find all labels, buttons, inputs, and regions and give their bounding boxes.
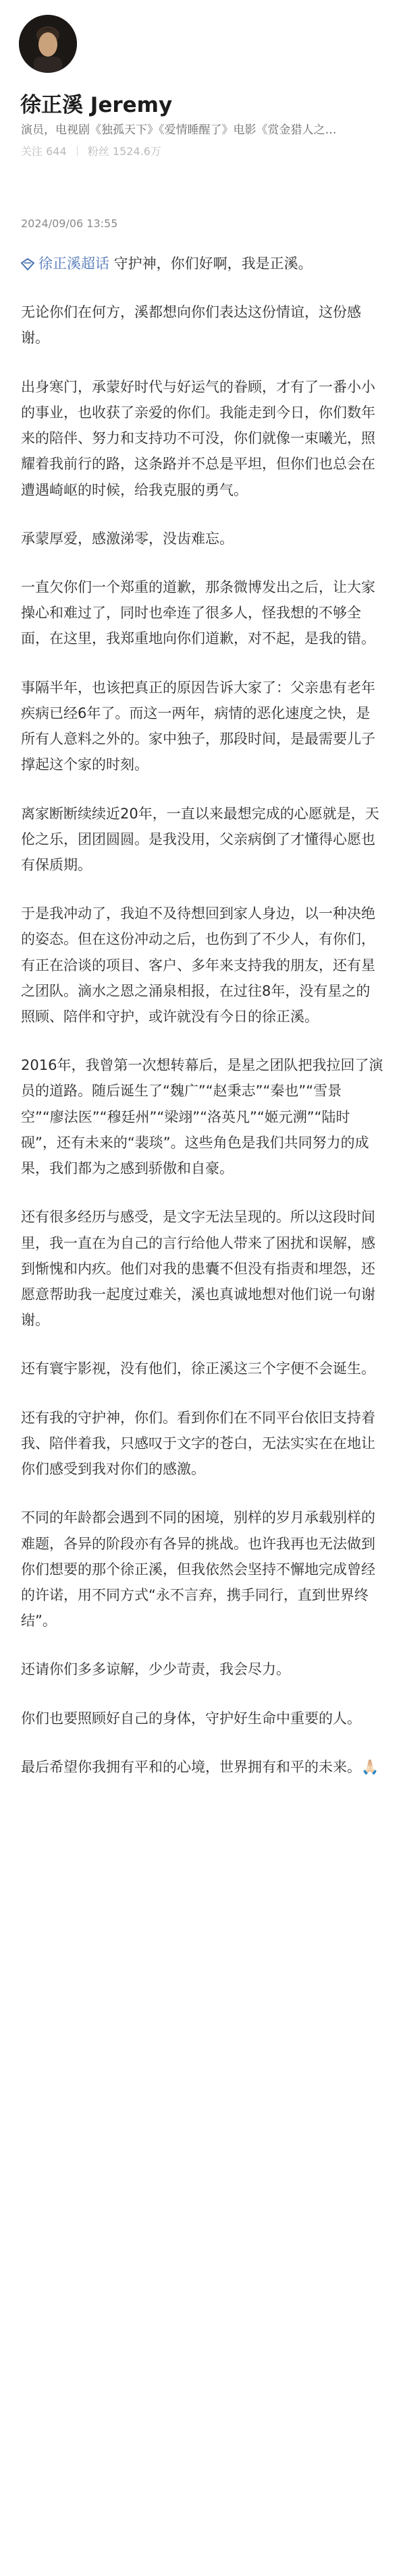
super-topic-icon: [21, 258, 34, 270]
profile-header: [0, 0, 405, 169]
post-timestamp: 2024/09/06 13:55: [21, 217, 118, 230]
topic-link[interactable]: [21, 256, 109, 272]
profile-stats: [21, 143, 161, 158]
post-body: [21, 251, 384, 1803]
post-paragraph: 最后希望你我拥有平和的心境，世界拥有和平的未来。🙏🏻: [21, 1758, 379, 1775]
post-paragraph: 于是我冲动了，我迫不及待想回到家人身边，以一种决绝的姿态。但在这份冲动之后，也伤到了不少人，有你们，有正在洽谈的项目、客户、多年来支持我的朋友，还有星之团队。滴水之恩之涌泉相报，在过往8年，没有星之的照顾、陪伴和守护，或许就没有今日的徐正溪。: [21, 905, 375, 1025]
post-paragraph: 离家断断续续近20年，一直以来最想完成的心愿就是，天伦之乐，团团圆圆。是我没用，父亲病倒了才懂得心愿也有保质期。: [21, 805, 379, 873]
following-count[interactable]: 关注 644: [21, 145, 67, 158]
post-paragraph: 守护神，你们好啊，我是正溪。: [109, 256, 313, 272]
post-paragraph: 你们也要照顾好自己的身体，守护好生命中重要的人。: [21, 1710, 361, 1727]
stats-divider: [77, 146, 78, 156]
post-paragraph: 出身寒门，承蒙好时代与好运气的眷顾，才有了一番小小的事业，也收获了亲爱的你们。我能走到今日，你们数年来的陪伴、努力和支持功不可没，你们就像一束曦光，照耀着我前行的路，这条路并不总是平坦，但你们也总会在遭遇崎岖的时候，给我克服的勇气。: [21, 378, 375, 498]
post-first-line: [21, 251, 384, 276]
post-paragraph: 还有我的守护神，你们。看到你们在不同平台依旧支持着我、陪伴着我，只感叹于文字的苍白，无法实实在在地让你们感受到我对你们的感激。: [21, 1409, 375, 1478]
post-paragraph: 还有寰宇影视，没有他们，徐正溪这三个字便不会诞生。: [21, 1360, 375, 1377]
followers-count[interactable]: 粉丝 1524.6万: [87, 145, 161, 158]
profile-bio: 演员，电视剧《独孤天下》《爱情睡醒了》电影《赏金猎人之…: [21, 123, 337, 137]
avatar[interactable]: [19, 15, 77, 73]
post-paragraph: 还有很多经历与感受，是文字无法呈现的。所以这段时间里，我一直在为自己的言行给他人带来了困扰和误解，感到惭愧和内疚。他们对我的患囊不但没有指责和埋怨，还愿意帮助我一起度过难关，溪也真诚地想对他们说一句谢谢。: [21, 1209, 375, 1329]
profile-name: 徐正溪 Jeremy: [20, 93, 173, 117]
post-paragraph: 不同的年龄都会遇到不同的困境，别样的岁月承载别样的难题，各异的阶段亦有各异的挑战。也许我再也无法做到你们想要的那个徐正溪，但我依然会坚持不懈地完成曾经的许诺，用不同方式“永不言弃，携手同行，直到世界终结”。: [21, 1509, 375, 1629]
post-paragraph: 2016年，我曾第一次想转幕后，是星之团队把我拉回了演员的道路。随后诞生了“魏广”“赵秉志”“秦也”“雪景空”“廖法医”“穆廷州”“梁翊”“洛英凡”“姬元溯”“陆时砚”，还有未来的“裴琰”。这些角色是我们共同努力的成果，我们都为之感到骄傲和自豪。: [21, 1057, 383, 1177]
post-paragraph: 一直欠你们一个郑重的道歉，那条微博发出之后，让大家操心和难过了，同时也牵连了很多人，怪我想的不够全面，在这里，我郑重地向你们道歉，对不起，是我的错。: [21, 578, 375, 647]
topic-text: 徐正溪超话: [38, 256, 109, 272]
post-paragraph: 无论你们在何方，溪都想向你们表达这份情谊，这份感谢。: [21, 304, 361, 347]
post-paragraph: 承蒙厚爱，感激涕零，没齿难忘。: [21, 530, 234, 547]
post-paragraph: 事隔半年，也该把真正的原因告诉大家了：父亲患有老年疾病已经6年了。而这一两年，病情的恶化速度之快，是所有人意料之外的。家中独子，那段时间，是最需要儿子撑起这个家的时刻。: [21, 679, 375, 773]
post-paragraph: 还请你们多多谅解，少少苛责，我会尽力。: [21, 1661, 290, 1678]
